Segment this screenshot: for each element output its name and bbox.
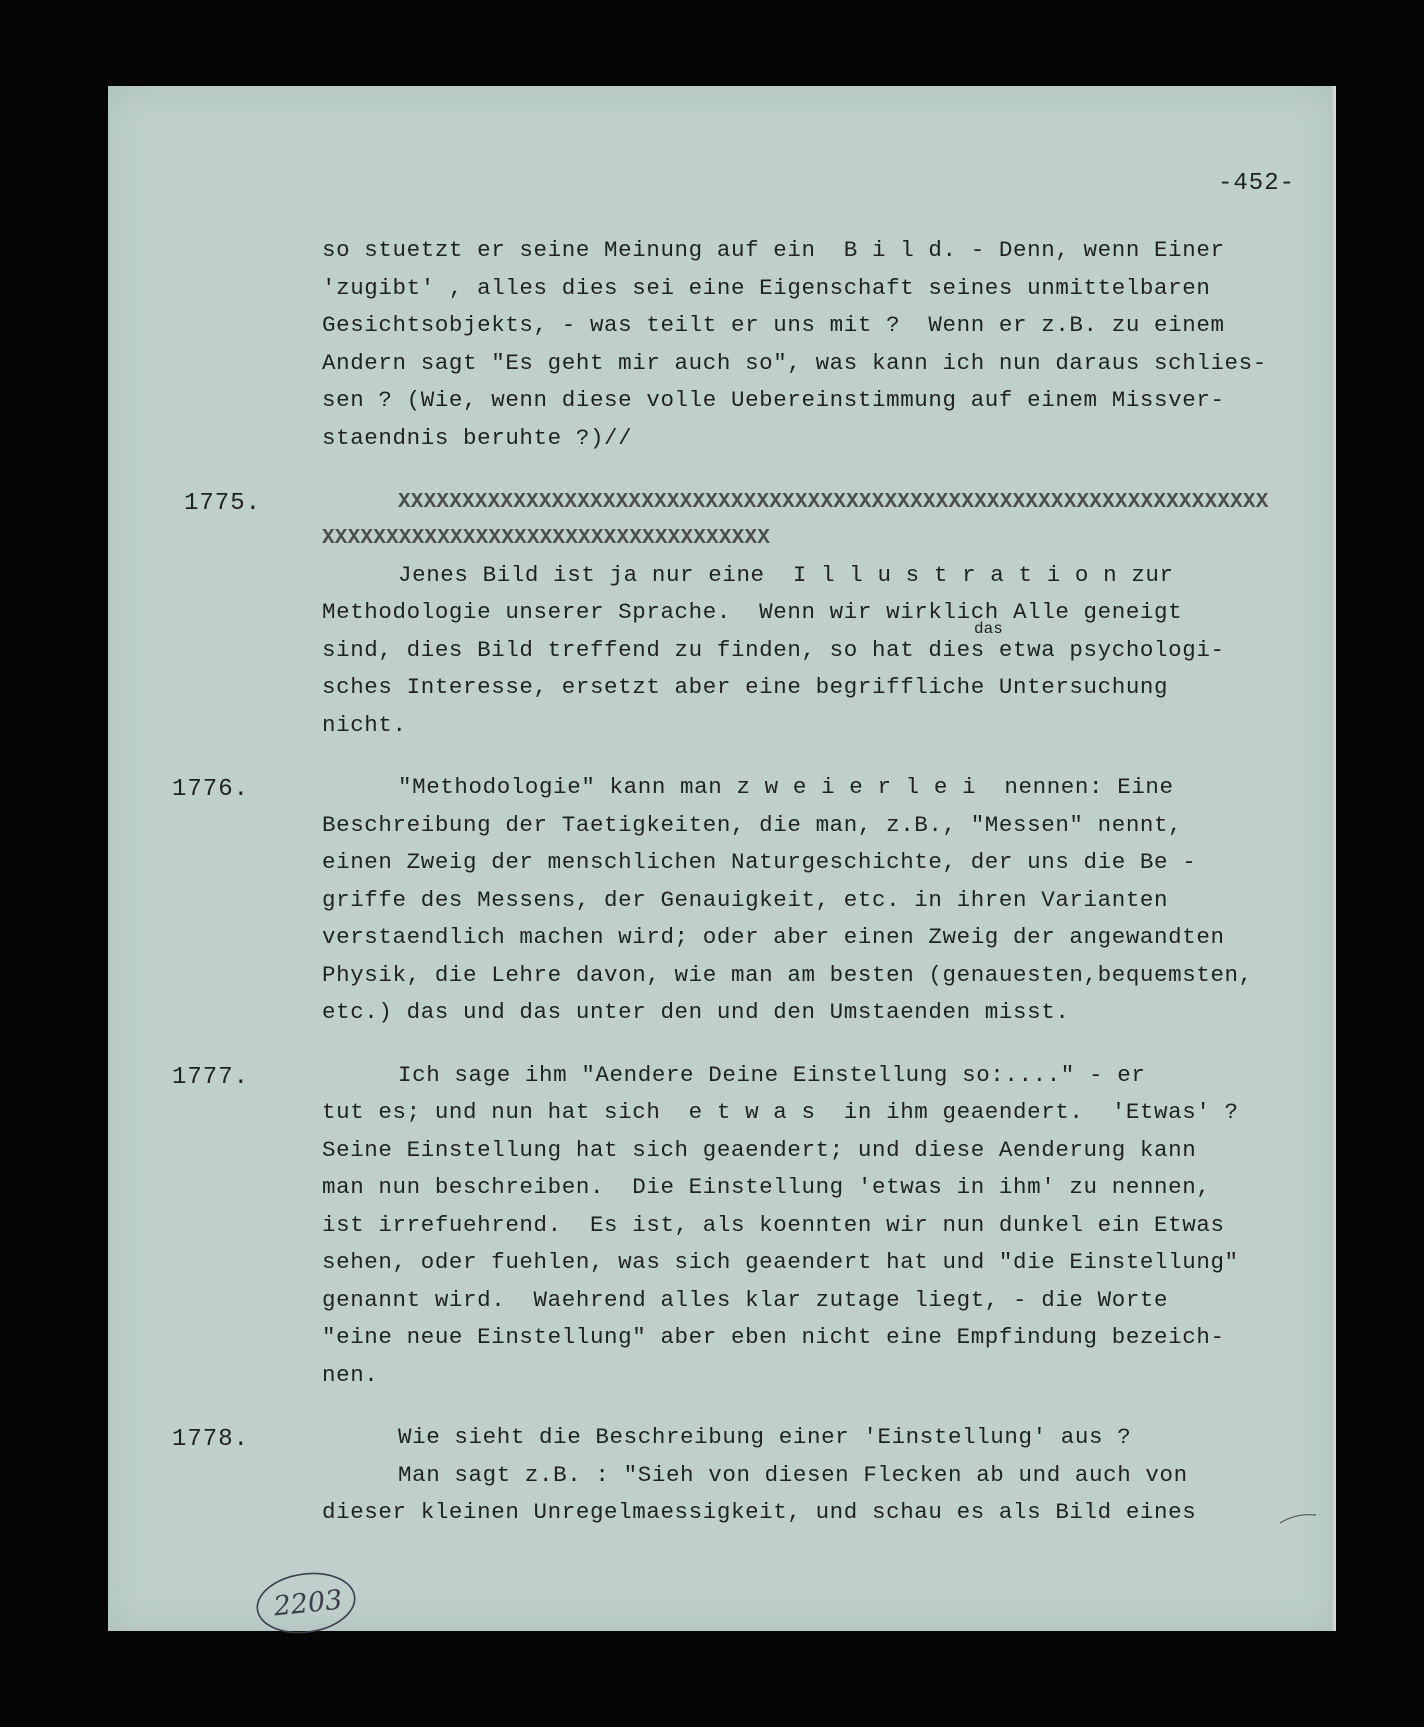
text-line: Physik, die Lehre davon, wie man am besten (genauesten,bequemsten, — [322, 962, 1253, 988]
struck-out-line: XXXXXXXXXXXXXXXXXXXXXXXXXXXXXXXXXXX — [322, 527, 771, 550]
text-line: einen Zweig der menschlichen Naturgeschichte, der uns die Be - — [322, 849, 1197, 875]
text-line: "Methodologie" kann man z w e i e r l e i nennen: Eine — [398, 774, 1174, 800]
text-line: griffe des Messens, der Genauigkeit, etc. in ihren Varianten — [322, 887, 1169, 913]
text-line: dieser kleinen Unregelmaessigkeit, und schau es als Bild eines — [322, 1499, 1197, 1525]
text-line: Seine Einstellung hat sich geaendert; und diese Aenderung kann — [322, 1137, 1197, 1163]
text-line: tut es; und nun hat sich e t w a s in ihm geaendert. 'Etwas' ? — [322, 1099, 1239, 1125]
text-line: 'zugibt' , alles dies sei eine Eigenschaft seines unmittelbaren — [322, 275, 1211, 301]
archive-number: 2203 — [272, 1584, 344, 1623]
text-line: staendnis beruhte ?)// — [322, 425, 633, 451]
text-line: genannt wird. Waehrend alles klar zutage liegt, - die Worte — [322, 1287, 1169, 1313]
text-line: ist irrefuehrend. Es ist, als koennten wir nun dunkel ein Etwas — [322, 1212, 1225, 1238]
text-line: Man sagt z.B. : "Sieh von diesen Flecken ab und auch von — [398, 1462, 1188, 1488]
text-line: sehen, oder fuehlen, was sich geaendert hat und "die Einstellung" — [322, 1249, 1239, 1275]
text-line: etc.) das und das unter den und den Umstaenden misst. — [322, 999, 1070, 1025]
text-line: man nun beschreiben. Die Einstellung 'etwas in ihm' zu nennen, — [322, 1174, 1211, 1200]
text-line: sen ? (Wie, wenn diese volle Uebereinstimmung auf einem Missver- — [322, 387, 1225, 413]
paragraph-number: 1776. — [172, 776, 250, 803]
text-line: "eine neue Einstellung" aber eben nicht eine Empfindung bezeich- — [322, 1324, 1225, 1350]
text-line: sches Interesse, ersetzt aber eine begriffliche Untersuchung — [322, 674, 1169, 700]
text-line: Gesichtsobjekts, - was teilt er uns mit ? Wenn er z.B. zu einem — [322, 312, 1225, 338]
paragraph-number: 1775. — [184, 490, 262, 517]
text-line: so stuetzt er seine Meinung auf ein B i l d. - Denn, wenn Einer — [322, 237, 1225, 263]
typescript-page — [108, 86, 1336, 1631]
text-line: verstaendlich machen wird; oder aber einen Zweig der angewandten — [322, 924, 1225, 950]
text-line: sind, dies Bild treffend zu finden, so hat dies etwa psychologi- — [322, 637, 1225, 663]
struck-out-line: XXXXXXXXXXXXXXXXXXXXXXXXXXXXXXXXXXXXXXXXXXXXXXXXXXXXXXXXXXXXXXXXXXXX — [398, 491, 1269, 514]
text-line: Jenes Bild ist ja nur eine I l l u s t r a t i o n zur — [398, 562, 1174, 588]
pencil-mark-icon — [1278, 1507, 1318, 1527]
page-number: -452- — [1218, 170, 1296, 197]
paragraph-number: 1778. — [172, 1426, 250, 1453]
archive-number-stamp — [254, 1570, 358, 1636]
text-line: nicht. — [322, 712, 407, 738]
text-line: Methodologie unserer Sprache. Wenn wir wirklich Alle geneigt — [322, 599, 1183, 625]
text-line: Andern sagt "Es geht mir auch so", was kann ich nun daraus schlies- — [322, 350, 1267, 376]
handwritten-insertion: das — [974, 620, 1003, 638]
paragraph-number: 1777. — [172, 1064, 250, 1091]
text-line: Ich sage ihm "Aendere Deine Einstellung so:...." - er — [398, 1062, 1146, 1088]
text-line: Beschreibung der Taetigkeiten, die man, z.B., "Messen" nennt, — [322, 812, 1183, 838]
text-line: nen. — [322, 1362, 379, 1388]
text-line: Wie sieht die Beschreibung einer 'Einstellung' aus ? — [398, 1424, 1132, 1450]
